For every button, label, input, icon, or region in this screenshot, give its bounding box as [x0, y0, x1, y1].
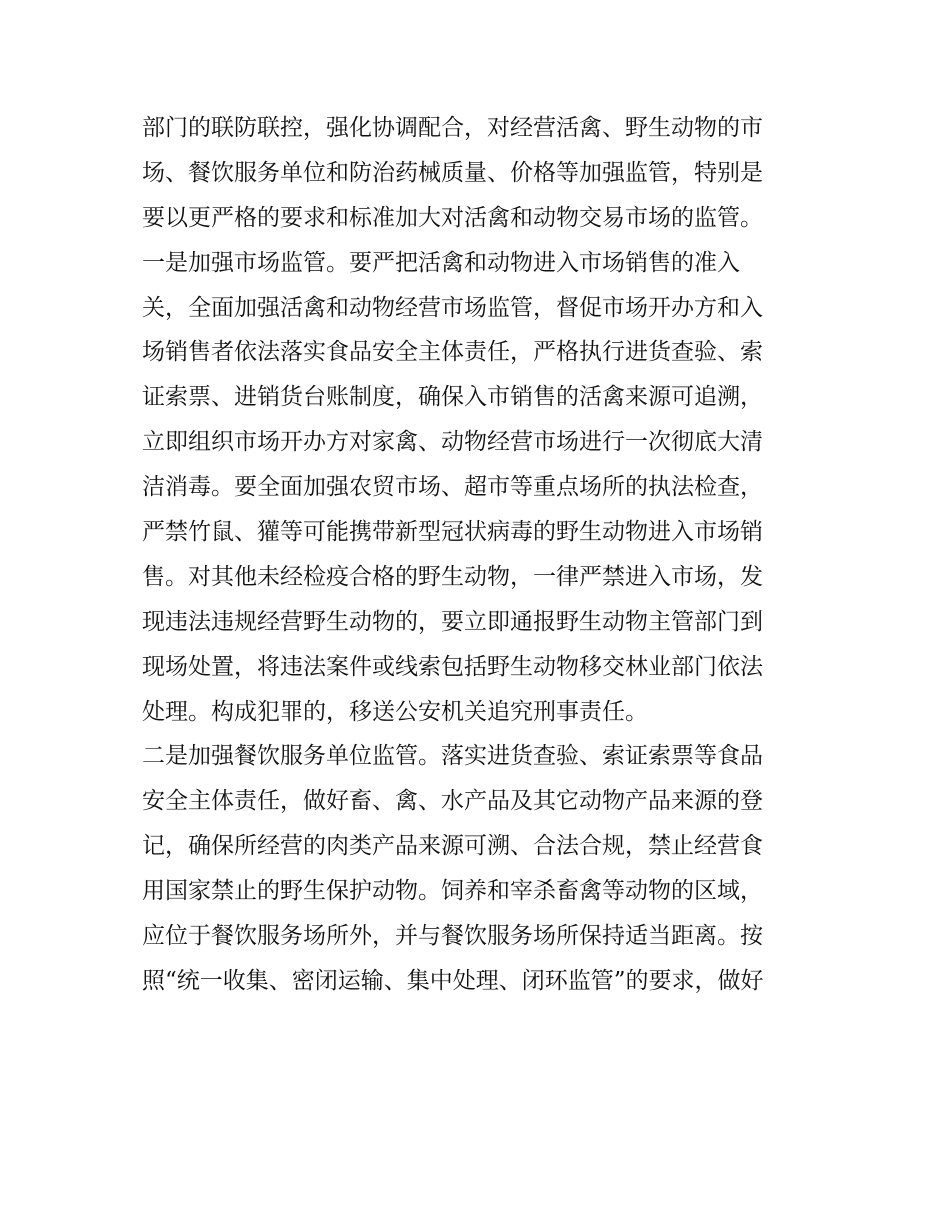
text-line: 洁消毒。要全面加强农贸市场、超市等重点场所的执法检查， — [142, 474, 763, 501]
text-line: 证索票、进销货台账制度，确保入市销售的活禽来源可追溯， — [142, 384, 763, 411]
text-line: 严禁竹鼠、獾等可能携带新型冠状病毒的野生动物进入市场销 — [142, 519, 763, 546]
text-line: 应位于餐饮服务场所外，并与餐饮服务场所保持适当距离。按 — [142, 923, 763, 950]
text-line: 一是加强市场监管。要严把活禽和动物进入市场销售的准入 — [142, 249, 740, 276]
text-line: 二是加强餐饮服务单位监管。落实进货查验、索证索票等食品 — [142, 743, 763, 770]
text-line: 售。对其他未经检疫合格的野生动物，一律严禁进入市场，发 — [142, 563, 763, 590]
text-line: 现违法违规经营野生动物的，要立即通报野生动物主管部门到 — [142, 608, 763, 635]
text-line: 记，确保所经营的肉类产品来源可溯、合法合规，禁止经营食 — [142, 833, 763, 860]
text-line: 部门的联防联控，强化协调配合，对经营活禽、野生动物的市 — [142, 115, 763, 141]
text-line: 用国家禁止的野生保护动物。饲养和宰杀畜禽等动物的区域， — [142, 878, 763, 905]
text-line: 场、餐饮服务单位和防治药械质量、价格等加强监管，特别是 — [142, 159, 763, 186]
text-line: 关，全面加强活禽和动物经营市场监管，督促市场开办方和入 — [142, 294, 763, 321]
text-line: 现场处置，将违法案件或线索包括野生动物移交林业部门依法 — [142, 653, 763, 680]
text-line: 立即组织市场开办方对家禽、动物经营市场进行一次彻底大清 — [142, 429, 763, 456]
text-line: 处理。构成犯罪的，移送公安机关追究刑事责任。 — [142, 698, 648, 725]
text-line: 照“统一收集、密闭运输、集中处理、闭环监管”的要求，做好 — [142, 967, 764, 994]
text-line: 场销售者依法落实食品安全主体责任，严格执行进货查验、索 — [142, 339, 763, 366]
body-text — [142, 106, 822, 1004]
text-line: 要以更严格的要求和标准加大对活禽和动物交易市场的监管。 — [142, 204, 763, 231]
text-line: 安全主体责任，做好畜、禽、水产品及其它动物产品来源的登 — [142, 788, 763, 815]
